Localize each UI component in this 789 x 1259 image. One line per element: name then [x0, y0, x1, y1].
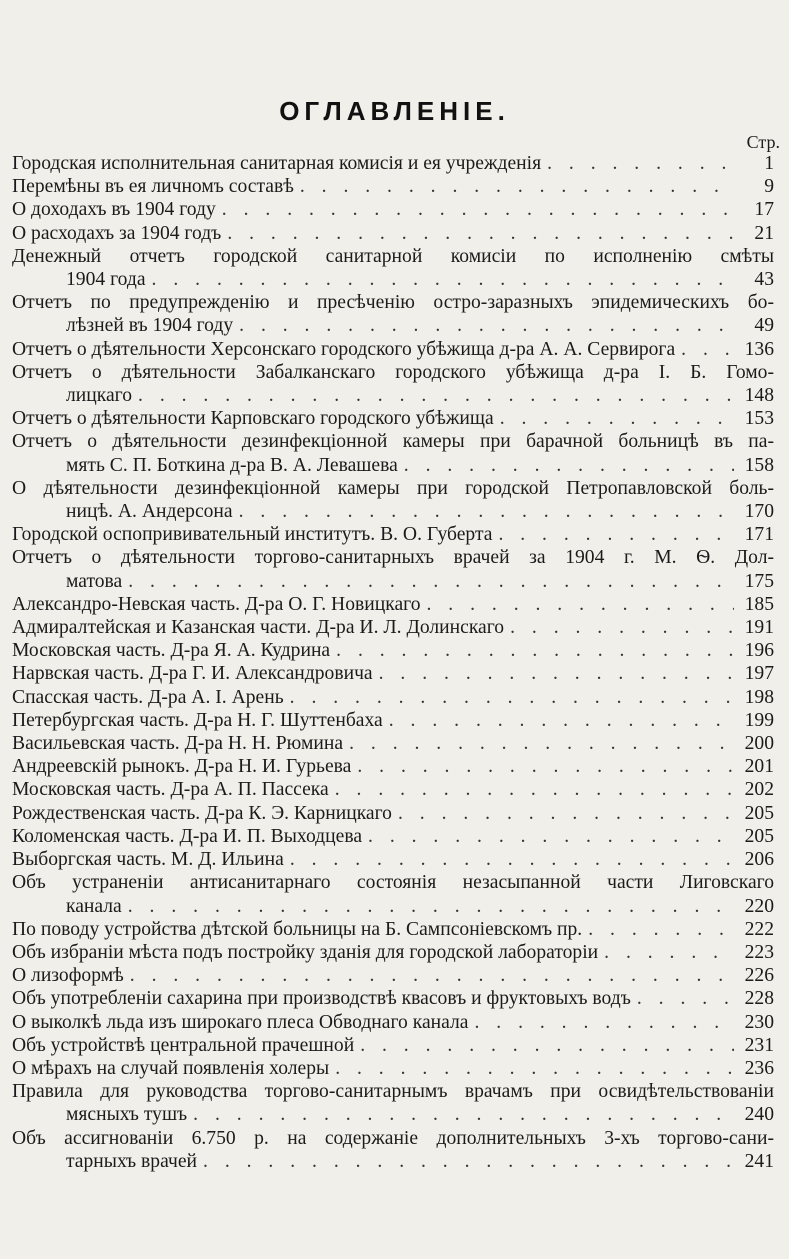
toc-entry-line — [12, 222, 774, 245]
toc-entry-line — [12, 175, 774, 198]
toc-entry-line — [12, 987, 774, 1010]
dot-leader — [187, 1103, 734, 1126]
toc-entry-text: О доходахъ въ 1904 году — [12, 199, 216, 221]
dot-leader — [631, 987, 734, 1010]
toc-entry-line — [12, 152, 774, 175]
toc-entry-line — [12, 848, 774, 871]
toc-page-number: 201 — [744, 756, 774, 778]
toc-entry-line — [12, 454, 774, 477]
toc-entry-text: 1904 года — [66, 269, 146, 291]
toc-page-number: 175 — [744, 570, 774, 592]
toc-entry-text: Объ устраненіи антисанитарнаго состоянія незасыпанной части Лиговскаго — [12, 872, 774, 894]
toc-entry — [12, 361, 774, 407]
dot-leader — [124, 964, 734, 987]
toc-entry-text: лѣзней въ 1904 году — [66, 315, 234, 337]
toc-entry-text: Московская часть. Д-ра Я. А. Кудрина — [12, 640, 331, 662]
toc-page-number: 136 — [744, 338, 774, 360]
toc-page-number: 199 — [744, 709, 774, 731]
dot-leader — [343, 732, 734, 755]
toc-page-number: 185 — [744, 593, 774, 615]
toc-page-number: 170 — [744, 501, 774, 523]
toc-entry-line — [12, 802, 774, 825]
toc-page-number: 171 — [744, 524, 774, 546]
toc-entry — [12, 871, 774, 917]
dot-leader — [494, 407, 734, 430]
toc-page-number: 223 — [744, 941, 774, 963]
toc-page-number: 17 — [754, 199, 774, 221]
toc-entry-text: канала — [66, 895, 122, 917]
toc-entry — [12, 987, 774, 1010]
toc-page-number: 236 — [744, 1057, 774, 1079]
toc-entry-text: Адмиралтейская и Казанская части. Д-ра И. Л. Долинскаго — [12, 617, 505, 639]
toc-entry-text: Денежный отчетъ городской санитарной комисіи по исполненію смѣты — [12, 245, 774, 267]
toc-entry-line — [12, 941, 774, 964]
toc-entry-line — [12, 616, 774, 639]
dot-leader — [197, 1150, 734, 1173]
toc-page-number: 228 — [744, 988, 774, 1010]
toc-page-number: 230 — [744, 1011, 774, 1033]
toc-entry — [12, 964, 774, 987]
dot-leader — [398, 454, 734, 477]
dot-leader — [329, 1057, 734, 1080]
toc-page-number: 153 — [744, 408, 774, 430]
toc-entry-text: О выколкѣ льда изъ широкаго плеса Обводнаго канала — [12, 1011, 469, 1033]
toc-entry-text: Объ устройствѣ центральной прачешной — [12, 1034, 355, 1056]
toc-entry-text: Васильевская часть. Д-ра Н. Н. Рюмина — [12, 733, 344, 755]
dot-leader — [284, 848, 734, 871]
dot-leader — [329, 778, 734, 801]
toc-entry — [12, 338, 774, 361]
toc-entry-line — [12, 338, 774, 361]
toc-page-number: 158 — [744, 454, 774, 476]
dot-leader — [351, 755, 734, 778]
toc-entry-text: мять С. П. Боткина д-ра В. А. Левашева — [66, 454, 398, 476]
dot-leader — [582, 918, 734, 941]
toc-page-number: 196 — [744, 640, 774, 662]
toc-entry-line — [12, 825, 774, 848]
toc-entry — [12, 1127, 774, 1173]
toc-entry — [12, 1034, 774, 1057]
toc-entry — [12, 1057, 774, 1080]
toc-entry-text: мясныхъ тушъ — [66, 1104, 188, 1126]
toc-entry — [12, 198, 774, 221]
dot-leader — [492, 523, 734, 546]
toc-entry-text: О дѣятельности дезинфекціонной камеры при городской Петропавловской боль- — [12, 477, 774, 499]
toc-entry-line — [12, 662, 774, 685]
toc-page-number: 43 — [754, 269, 774, 291]
toc-entry — [12, 1011, 774, 1034]
toc-entry-line — [12, 1150, 774, 1173]
toc-entry-line — [12, 570, 774, 593]
toc-page-number: 191 — [744, 617, 774, 639]
toc-page-number: 198 — [744, 686, 774, 708]
toc-page-number: 202 — [744, 779, 774, 801]
dot-leader — [146, 268, 734, 291]
table-of-contents — [12, 152, 774, 1173]
toc-entry-text: Отчетъ о дѣятельности дезинфекціонной камеры при барачной больницѣ въ па- — [12, 431, 774, 453]
toc-page-number: 205 — [744, 825, 774, 847]
dot-leader — [468, 1011, 734, 1034]
toc-entry — [12, 802, 774, 825]
dot-leader — [233, 500, 734, 523]
dot-leader — [598, 941, 734, 964]
toc-page-number: 197 — [744, 663, 774, 685]
toc-entry-text: Объ ассигнованіи 6.750 р. на содержаніе дополнительныхъ 3-хъ торгово-сани- — [12, 1127, 774, 1149]
toc-page-number: 148 — [744, 385, 774, 407]
toc-entry-text: Александро-Невская часть. Д-ра О. Г. Новицкаго — [12, 593, 421, 615]
toc-entry-text: Спасская часть. Д-ра А. І. Арень — [12, 686, 284, 708]
toc-entry — [12, 477, 774, 523]
toc-entry — [12, 639, 774, 662]
toc-entry-line — [12, 686, 774, 709]
toc-entry-line — [12, 593, 774, 616]
toc-entry-text: Перемѣны въ ея личномъ составѣ — [12, 176, 294, 198]
toc-entry-text: Отчетъ о дѣятельности Карповскаго городского убѣжища — [12, 408, 494, 430]
toc-entry — [12, 732, 774, 755]
dot-leader — [354, 1034, 734, 1057]
toc-page-number: 21 — [754, 222, 774, 244]
toc-entry-line — [12, 407, 774, 430]
toc-entry — [12, 848, 774, 871]
toc-entry-text: Отчетъ о дѣятельности торгово-санитарныхъ врачей за 1904 г. М. Ѳ. Дол- — [12, 547, 774, 569]
toc-entry-line — [12, 895, 774, 918]
toc-entry — [12, 593, 774, 616]
toc-page-number: 49 — [754, 315, 774, 337]
toc-entry-line — [12, 1034, 774, 1057]
toc-entry-text: По поводу устройства дѣтской больницы на Б. Сампсоніевскомъ пр. — [12, 918, 583, 940]
toc-page-number: 206 — [744, 849, 774, 871]
toc-entry-text: О лизоформѣ — [12, 965, 124, 987]
toc-entry-line — [12, 964, 774, 987]
toc-entry — [12, 616, 774, 639]
toc-entry-line — [12, 384, 774, 407]
toc-entry — [12, 291, 774, 337]
toc-entry-line — [12, 1057, 774, 1080]
toc-entry-text: Отчетъ о дѣятельности Херсонскаго городского убѣжища д-ра А. А. Сервирога — [12, 338, 676, 360]
toc-entry-line — [12, 709, 774, 732]
toc-entry — [12, 222, 774, 245]
dot-leader — [392, 802, 734, 825]
toc-entry-text: Городская исполнительная санитарная комисія и ея учрежденія — [12, 153, 542, 174]
dot-leader — [330, 639, 734, 662]
toc-entry-text: Выборгская часть. М. Д. Ильина — [12, 849, 284, 871]
toc-entry-text: Правила для руководства торгово-санитарнымъ врачамъ при освидѣтельствованіи — [12, 1081, 774, 1103]
toc-entry-line — [12, 523, 774, 546]
page-title: ОГЛАВЛЕНIЕ. — [279, 96, 510, 126]
toc-entry-text: Коломенская часть. Д-ра И. П. Выходцева — [12, 825, 363, 847]
toc-entry-line — [12, 314, 774, 337]
dot-leader — [421, 593, 735, 616]
toc-entry — [12, 709, 774, 732]
toc-entry-text: Объ употребленіи сахарина при производствѣ квасовъ и фруктовыхъ водъ — [12, 988, 631, 1010]
dot-leader — [373, 662, 734, 685]
toc-entry-line — [12, 639, 774, 662]
toc-entry-line — [12, 1011, 774, 1034]
toc-entry-text: Андреевскій рынокъ. Д-ра Н. И. Гурьева — [12, 756, 352, 778]
toc-entry-text: Отчетъ по предупрежденію и пресѣченію остро-заразныхъ эпидемическихъ бо- — [12, 292, 774, 314]
dot-leader — [504, 616, 734, 639]
toc-entry-line — [12, 755, 774, 778]
toc-entry-text: матова — [66, 570, 123, 592]
dot-leader — [362, 825, 734, 848]
toc-entry-line — [12, 778, 774, 801]
toc-entry-text: Рождественская часть. Д-ра К. Э. Карницкаго — [12, 802, 392, 824]
toc-entry — [12, 152, 774, 175]
toc-entry — [12, 546, 774, 592]
toc-entry — [12, 918, 774, 941]
toc-entry — [12, 825, 774, 848]
toc-entry — [12, 755, 774, 778]
dot-leader — [284, 686, 734, 709]
toc-page-number: 200 — [744, 733, 774, 755]
toc-entry — [12, 941, 774, 964]
toc-entry — [12, 686, 774, 709]
toc-page-number: 226 — [744, 965, 774, 987]
toc-page-number: 1 — [764, 153, 774, 174]
toc-entry-text: Нарвская часть. Д-ра Г. И. Александровича — [12, 663, 373, 685]
dot-leader — [132, 384, 734, 407]
toc-entry-text: Объ избраніи мѣста подъ постройку зданія для городской лабораторіи — [12, 941, 599, 963]
toc-entry-text: О расходахъ за 1904 годъ — [12, 222, 222, 244]
toc-entry — [12, 245, 774, 291]
toc-entry — [12, 407, 774, 430]
toc-entry-text: ницѣ. А. Андерсона — [66, 501, 233, 523]
toc-page-number: 241 — [744, 1150, 774, 1172]
toc-entry-line — [12, 268, 774, 291]
toc-entry-line — [12, 198, 774, 221]
toc-entry-text: лицкаго — [66, 385, 133, 407]
toc-page-number: 9 — [764, 176, 774, 198]
toc-entry — [12, 778, 774, 801]
toc-entry-text: Московская часть. Д-ра А. П. Пассека — [12, 779, 329, 801]
dot-leader — [122, 570, 734, 593]
dot-leader — [221, 222, 734, 245]
page-column-label: Стр. — [746, 132, 780, 152]
toc-entry — [12, 523, 774, 546]
toc-page-number: 231 — [744, 1034, 774, 1056]
toc-page-number: 222 — [744, 918, 774, 940]
toc-entry-line — [12, 500, 774, 523]
toc-entry — [12, 1080, 774, 1126]
dot-leader — [122, 895, 734, 918]
dot-leader — [541, 152, 734, 175]
toc-entry-line — [12, 918, 774, 941]
dot-leader — [233, 314, 734, 337]
toc-page-number: 240 — [744, 1104, 774, 1126]
toc-entry-text: Петербургская часть. Д-ра Н. Г. Шуттенбаха — [12, 709, 383, 731]
toc-entry-text: Городской оспопрививательный институтъ. В. О. Губерта — [12, 524, 493, 546]
toc-page-number: 220 — [744, 895, 774, 917]
dot-leader — [383, 709, 734, 732]
toc-entry-text: тарныхъ врачей — [66, 1150, 198, 1172]
dot-leader — [675, 338, 734, 361]
toc-entry-text: Отчетъ о дѣятельности Забалканскаго городского убѣжища д-ра І. Б. Гомо- — [12, 361, 774, 383]
toc-entry-line — [12, 732, 774, 755]
toc-entry-line — [12, 1103, 774, 1126]
dot-leader — [216, 198, 734, 221]
toc-page-number: 205 — [744, 802, 774, 824]
toc-entry — [12, 662, 774, 685]
dot-leader — [294, 175, 734, 198]
toc-entry-text: О мѣрахъ на случай появленія холеры — [12, 1057, 330, 1079]
toc-entry — [12, 175, 774, 198]
toc-entry — [12, 430, 774, 476]
